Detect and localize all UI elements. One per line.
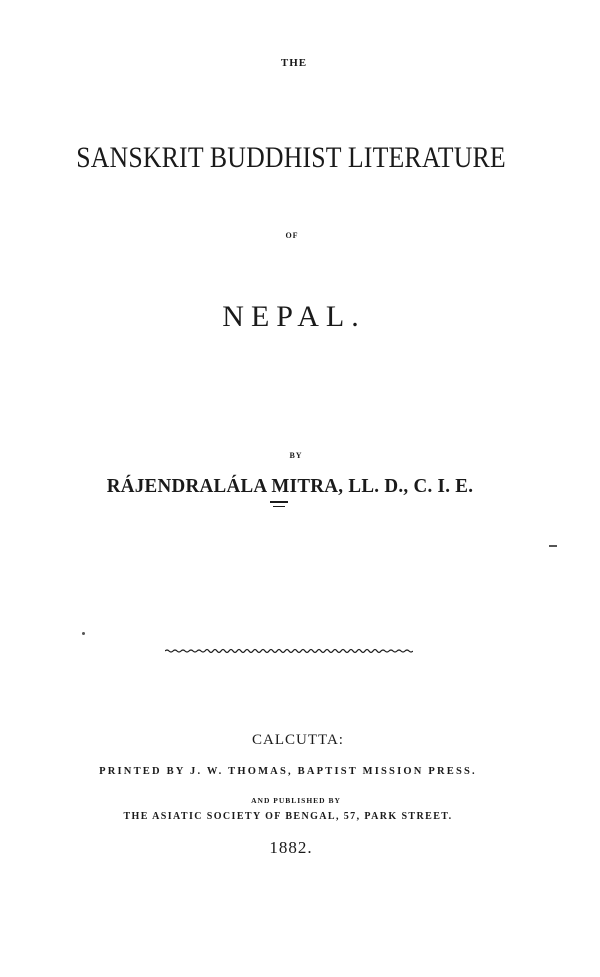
author-name: RÁJENDRALÁLA MITRA, LL. D., C. I. E. [106, 475, 474, 497]
preposition-of: OF [285, 231, 299, 240]
publication-year: 1882. [269, 838, 313, 857]
preposition-by: BY [289, 451, 303, 460]
ink-speck-left [82, 632, 85, 635]
printer-line: PRINTED BY J. W. THOMAS, BAPTIST MISSION PRESS. [99, 766, 477, 777]
place-of-publication: CALCUTTA: [252, 732, 344, 748]
book-title: SANSKRIT BUDDHIST LITERATURE [76, 141, 506, 174]
publisher-line: THE ASIATIC SOCIETY OF BENGAL, 57, PARK STREET. [123, 811, 453, 822]
article-the: THE [280, 57, 308, 69]
country-title: NEPAL. [222, 300, 366, 333]
published-by-line: AND PUBLISHED BY [251, 796, 341, 805]
ornamental-wavy-rule [165, 644, 413, 658]
ink-speck-right [549, 545, 557, 547]
author-underline-mark-secondary [273, 506, 285, 507]
author-underline-mark [270, 501, 288, 503]
